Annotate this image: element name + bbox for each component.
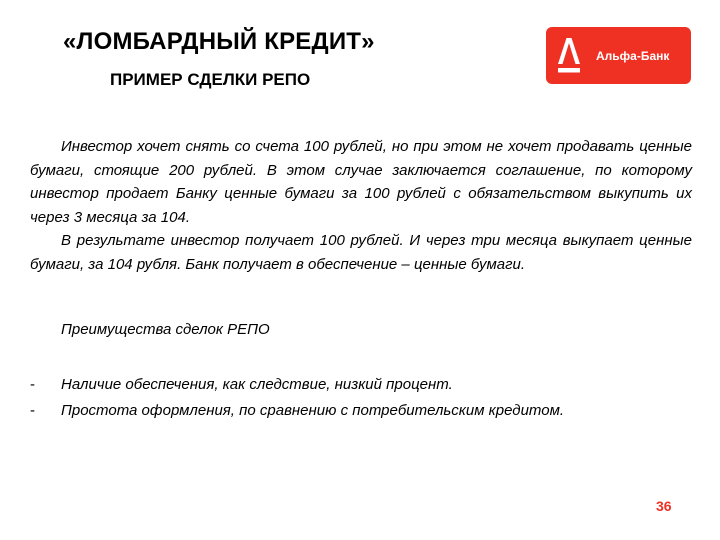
list-item	[30, 372, 564, 398]
list-item-text: Простота оформления, по сравнению с потребительским кредитом.	[61, 402, 565, 419]
alfa-a-icon	[556, 36, 582, 76]
logo-text: Альфа-Банк	[596, 48, 670, 63]
paragraph: В результате инвестор получает 100 рублей. И через три месяца выкупает ценные бумаги, за 104 рубля. Банк получает в обеспечение – ценные бумаги.	[30, 232, 692, 273]
page-title: «ЛОМБАРДНЫЙ КРЕДИТ»	[63, 28, 375, 55]
advantages-list	[30, 372, 564, 424]
page-subtitle: ПРИМЕР СДЕЛКИ РЕПО	[110, 70, 311, 89]
paragraph: Инвестор хочет снять со счета 100 рублей, но при этом не хочет продавать ценные бумаги, стоящие 200 рублей. В этом случае заключается соглашение, по которому инвестор продает Банку ценные бумаги за 100 рублей с обязательством выкупить их через 3 месяца за 104.	[30, 138, 692, 226]
body-text	[30, 135, 692, 276]
alfa-bank-logo	[546, 27, 691, 84]
list-marker: -	[30, 402, 35, 419]
advantages-title: Преимущества сделок РЕПО	[61, 321, 270, 338]
page-number: 36	[656, 498, 672, 514]
list-item-text: Наличие обеспечения, как следствие, низкий процент.	[61, 376, 453, 393]
list-marker: -	[30, 376, 35, 393]
list-item	[30, 398, 564, 424]
